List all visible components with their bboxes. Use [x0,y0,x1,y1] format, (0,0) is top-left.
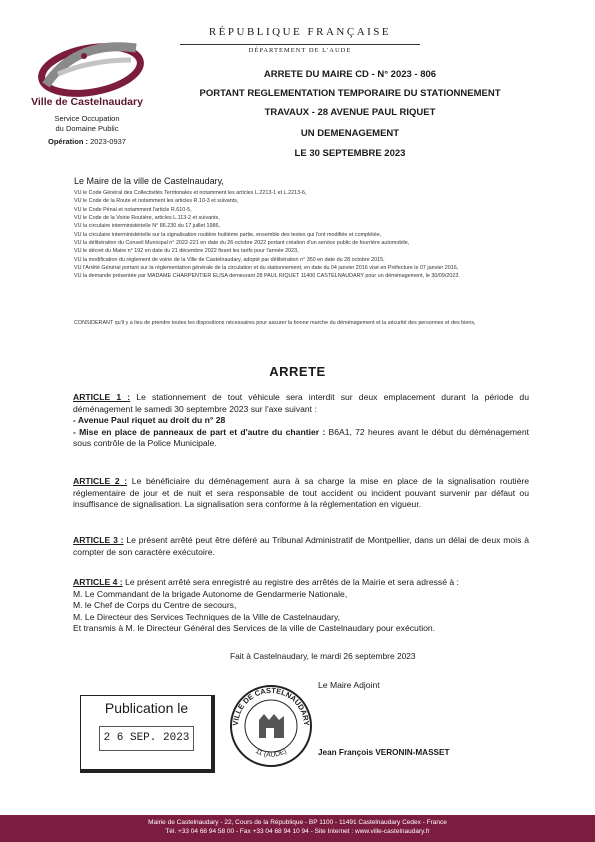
article-1-signs-detail: B6A1, 72 heures avant le début du déménagement sous contrôle de la Police Municipale. [73,426,529,448]
visa-item: VU la modification du règlement de voirie de la Ville de Castelnaudary, adopté par délibération n° 350 en date du 28 octobre 2015, [74,256,385,263]
article-1-signs: - Mise en place de panneaux de part et d'autre du chantier : [73,426,326,437]
visa-item: VU le Code Pénal et notamment l'article R.610-5, [74,206,192,213]
city-logo [36,30,146,98]
decree-number: ARRETE DU MAIRE CD - N° 2023 - 806 [263,69,437,80]
recipient-item: M. Le Commandant de la brigade Autonome de Gendarmerie Nationale, [73,588,348,599]
article-4-text: Le présent arrêté sera enregistré au registre des arrêtés de la Mairie et sera adressé à : [122,577,459,587]
decree-event: UN DEMENAGEMENT [300,128,400,139]
publication-label: Publication le [104,700,189,716]
preamble-intro: Le Maire de la ville de Castelnaudary, [74,176,224,186]
arrete-heading: ARRETE [269,364,326,379]
publication-stamp [80,695,215,773]
footer-address: Mairie de Castelnaudary - 22, Cours de la République - BP 1100 - 11491 Castelnaudary Cedex - France [148,819,447,826]
publication-date: 2 6 SEP. 2023 [99,726,194,751]
republic-heading: RÉPUBLIQUE FRANÇAISE [208,26,392,38]
visa-item: VU la circulaire interministérielle N° 86.230 du 17 juillet 1986, [74,223,220,230]
visa-item: VU le décret du Maire n° 192 en date du 21 décembre 2022 fixant les tarifs pour l'année 2023, [74,248,299,255]
article-2 [73,476,529,511]
recipient-item: Et transmis à M. le Directeur Général des Services de la ville de Castelnaudary pour exécution. [73,623,436,633]
operation-number [22,137,152,146]
visa-item: VU la circulaire interministérielle sur la signalisation routière huitième partie, ensemble des textes qui l'ont modifiée et complétée, [74,231,382,238]
footer-contact: Tél. +33 04 68 94 58 00 - Fax +33 04 68 94 10 94 - Site Internet : www.ville-castelnaudary.fr [165,828,430,835]
signer-role: Le Maire Adjoint [318,680,380,690]
visa-item: VU la délibération du Conseil Municipal n° 2022-221 en date du 26 octobre 2022 portant création d'un service public de fourrière automobile, [74,240,410,247]
stamp-text-top: VILLE DE CASTELNAUDARY [230,685,312,727]
done-at: Fait à Castelnaudary, le mardi 26 septembre 2023 [230,651,416,661]
operation-label: Opération : [48,137,89,146]
article-1-street: - Avenue Paul riquet au droit du n° 28 [73,415,226,425]
decree-subject: PORTANT REGLEMENTATION TEMPORAIRE DU STATIONNEMENT [199,88,501,99]
visa-item: VU l'Arrêté Général portant sur la réglementation générale de la circulation et du stationnement, en date du 04 janvier 2016 visé en Préfecture le 07 janvier 2016, [74,265,459,272]
article-4 [73,577,529,635]
visa-item: VU le Code de la Route et notamment les articles R.10-3 et suivants, [74,198,239,205]
decree-works: TRAVAUX - 28 AVENUE PAUL RIQUET [264,107,436,118]
article-3-text: Le présent arrêté peut être déféré au Tribunal Administratif de Montpellier, dans un délai de deux mois à compter de son caractère exécutoire. [73,535,529,557]
visa-item: VU le Code de la Voirie Routière, articles L.113-2 et suivants, [74,215,220,222]
department-heading: DÉPARTEMENT DE L'AUDE [180,44,420,54]
recipient-item: M. Le Directeur des Services Techniques de la Ville de Castelnaudary, [73,611,341,622]
article-3-label: ARTICLE 3 : [73,535,124,545]
visa-item: VU la demande présentée par MADAME CHARPENTIER ELISA demeurant 28 PAUL RIQUET 11400 CASTELNAUDARY pour un déménagement, le 30/09/2023. [74,273,460,280]
svg-text:11 (AUDE) [254,748,288,759]
article-2-label: ARTICLE 2 : [73,476,128,486]
article-4-label: ARTICLE 4 : [73,577,123,587]
city-name: Ville de Castelnaudary [31,96,143,108]
service-name [22,114,152,133]
page-footer [0,815,595,842]
service-line-1: Service Occupation [54,114,120,123]
considerant: CONSIDERANT qu'il y a lieu de prendre toutes les dispositions nécessaires pour assurer la bonne marche du déménagement et la sécurité des personnes et des biens, [74,320,476,326]
visas-list [74,189,524,281]
article-3 [73,535,529,558]
visa-item: VU le Code Général des Collectivités Territoriales et notamment les articles L.2213-1 et L.2213-6, [74,190,307,196]
official-stamp [226,680,316,768]
decree-date: LE 30 SEPTEMBRE 2023 [294,148,406,159]
operation-value: 2023-0937 [90,137,126,146]
recipient-item: M. le Chef de Corps du Centre de secours, [73,600,237,610]
signer-name: Jean François VERONIN-MASSET [318,748,450,757]
article-1-text: Le stationnement de tout véhicule sera interdit sur deux emplacement durant la période du déménagement le samedi 30 septembre 2023 sur l'axe suivant : [73,392,529,414]
article-2-text: Le bénéficiaire du déménagement aura à sa charge la mise en place de la signalisation routière réglementaire de jour et de nuit et sera responsable de tout accident ou incident pouvant survenir par défaut ou insuffisance de signalisation. La signalisation sera conforme à la réglementation en vigueur. [73,476,529,509]
article-1 [73,392,529,450]
stamp-text-bottom: 11 (AUDE) [254,747,288,759]
service-line-2: du Domaine Public [55,123,119,133]
article-1-label: ARTICLE 1 : [73,392,131,402]
